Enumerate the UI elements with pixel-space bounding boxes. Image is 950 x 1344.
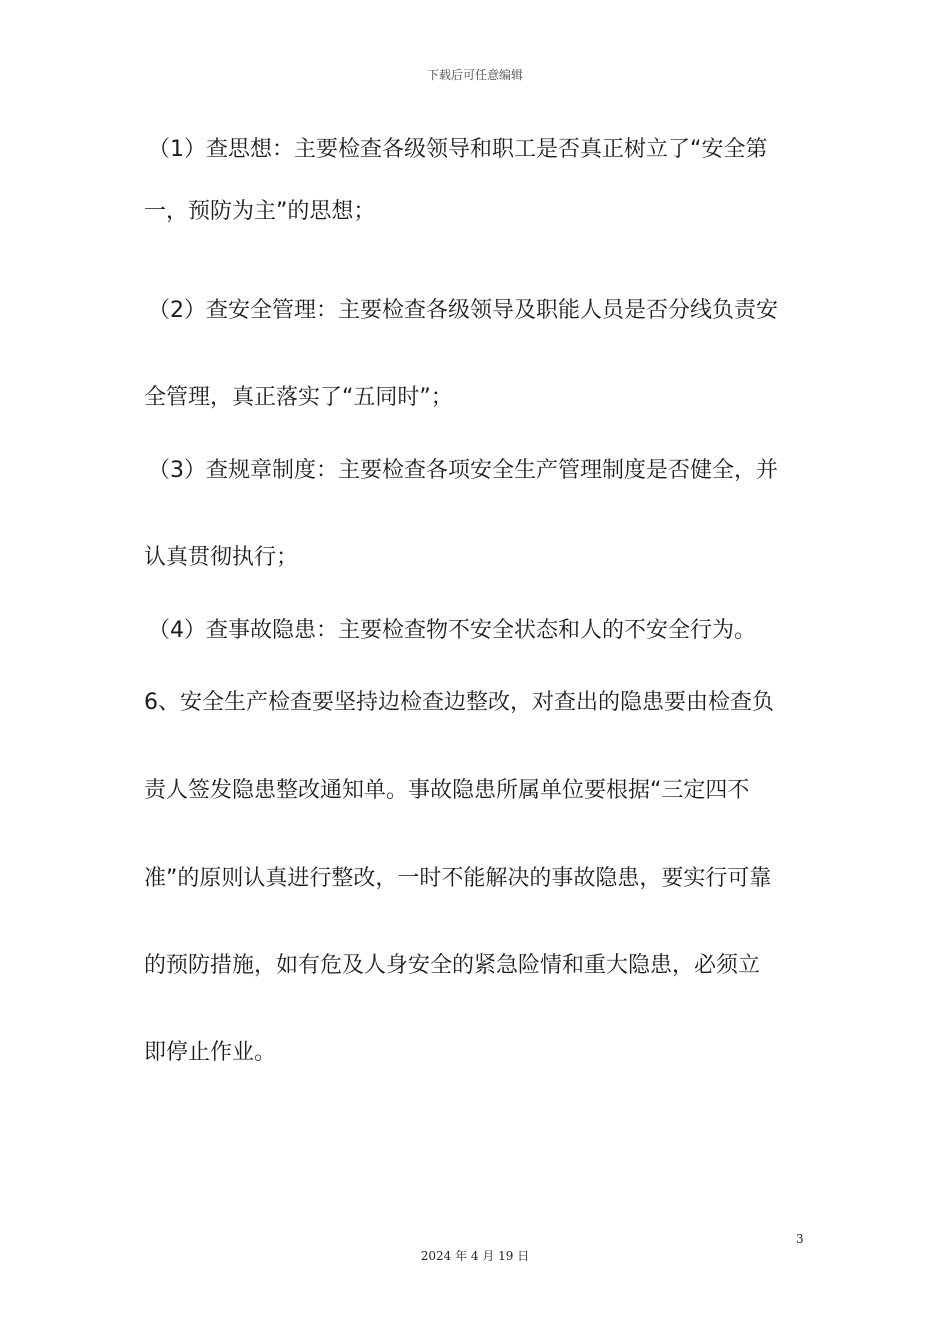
paragraph-line: 的预防措施，如有危及人身安全的紧急险情和重大隐患，必须立	[144, 953, 761, 978]
paragraph-line: 责人签发隐患整改通知单。事故隐患所属单位要根据“三定四不	[144, 778, 750, 803]
paragraph-line: 全管理，真正落实了“五同时”；	[144, 385, 453, 410]
paragraph-line: 一，预防为主”的思想；	[144, 199, 376, 224]
paragraph-line: 准”的原则认真进行整改，一时不能解决的事故隐患，要实行可靠	[144, 866, 772, 891]
paragraph-line: 认真贯彻执行；	[144, 545, 299, 570]
paragraph-line: （4）查事故隐患：主要检查物不安全状态和人的不安全行为。	[148, 618, 756, 643]
footer-date: 2024 年 4 月 19 日	[420, 1249, 530, 1263]
page-number: 3	[796, 1232, 804, 1246]
page-header: 下载后可任意编辑	[426, 68, 523, 82]
paragraph-line: 6、安全生产检查要坚持边检查边整改，对查出的隐患要由检查负	[144, 690, 774, 715]
paragraph-line: 即停止作业。	[144, 1040, 277, 1065]
paragraph-line: （2）查安全管理：主要检查各级领导及职能人员是否分线负责安	[148, 298, 778, 323]
paragraph-line: （3）查规章制度：主要检查各项安全生产管理制度是否健全，并	[148, 458, 778, 483]
paragraph-line: （1）查思想：主要检查各级领导和职工是否真正树立了“安全第	[148, 137, 768, 162]
